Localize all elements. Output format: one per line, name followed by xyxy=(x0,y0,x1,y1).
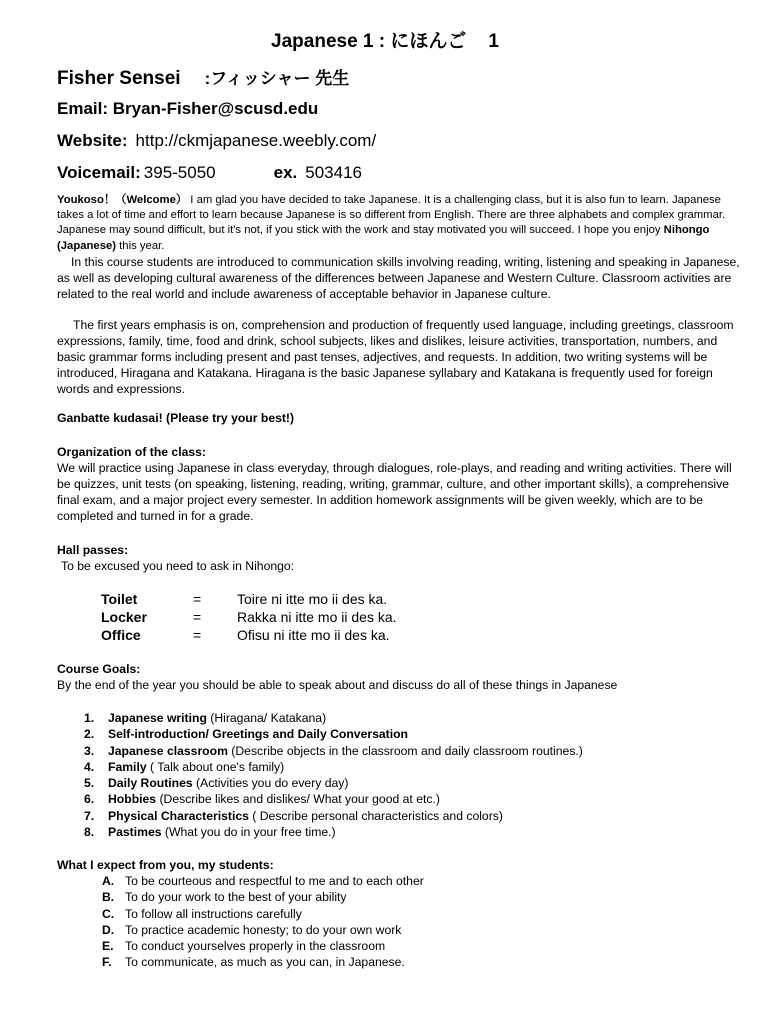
website-line xyxy=(57,131,376,151)
goal-detail: ( Talk about one's family) xyxy=(146,759,285,774)
expectation-item xyxy=(102,889,424,905)
goal-item xyxy=(84,824,583,840)
intro-paragraph-2: In this course students are introduced to communication skills involving reading, writing, listening and speaking in Japanese, as well as developing cultural awareness of the differences between Japanese and Western Culture. Classroom activities are related to the real world and include awareness of acceptable behavior in Japanese culture. xyxy=(57,255,740,301)
expectation-text: To be courteous and respectful to me and to each other xyxy=(125,874,424,888)
ganbatte-heading: Ganbatte kudasai! (Please try your best!) xyxy=(57,411,295,425)
goal-detail: (Hiragana/ Katakana) xyxy=(206,711,327,725)
goal-item xyxy=(84,710,583,726)
expectation-letter: C. xyxy=(102,906,115,921)
hall-pass-equals: = xyxy=(193,627,202,643)
goal-number: 7. xyxy=(84,808,95,823)
voicemail-number: 395-5050 xyxy=(143,163,216,182)
expectation-letter: D. xyxy=(102,922,115,937)
goal-title: Self-introduction/ Greetings and Daily Conversation xyxy=(108,727,408,742)
goal-number: 8. xyxy=(84,825,95,840)
goal-item xyxy=(84,808,583,824)
organization-heading: Organization of the class: xyxy=(57,445,206,459)
hall-passes-body: To be excused you need to ask in Nihongo: xyxy=(61,559,295,573)
hall-pass-phrase: Rakka ni itte mo ii des ka. xyxy=(237,609,397,625)
expectation-text: To communicate, as much as you can, in Japanese. xyxy=(125,955,405,970)
goal-number: 5. xyxy=(84,776,95,791)
expectation-item xyxy=(102,906,424,922)
expectations-list xyxy=(102,873,424,971)
hall-pass-key: Locker xyxy=(101,609,147,625)
goal-title: Family xyxy=(108,759,147,774)
expectation-letter: F. xyxy=(102,955,112,970)
goal-number: 6. xyxy=(84,792,95,807)
expectation-text: To do your work to the best of your ability xyxy=(125,890,347,905)
goal-item xyxy=(84,791,583,807)
hall-pass-key: Toilet xyxy=(101,591,138,607)
intro-1-end: this year. xyxy=(116,239,165,252)
teacher-name xyxy=(57,64,349,90)
website-label: Website: xyxy=(57,131,128,150)
goal-item xyxy=(84,726,583,742)
goal-number: 1. xyxy=(84,711,95,725)
youkoso-text: Youkoso！ xyxy=(57,194,116,206)
goal-title: Physical Characteristics xyxy=(108,808,249,823)
goal-item xyxy=(84,743,583,759)
goal-number: 4. xyxy=(84,759,95,774)
title-text: Japanese 1 : にほんご xyxy=(271,31,467,52)
goal-detail: ( Describe personal characteristics and colors) xyxy=(248,808,503,823)
extension-label: ex. xyxy=(273,163,298,182)
expectation-text: To practice academic honesty; to do your own work xyxy=(125,922,402,937)
expectation-text: To follow all instructions carefully xyxy=(125,906,302,921)
goal-number: 3. xyxy=(84,743,95,758)
intro-1-text: I am glad you have decided to take Japanese. It is a challenging class, but it is also fun to learn. Japanese takes a lot of time and effort to learn because Japanese is so different from English. There are three alphabets and complex grammar. Japanese may sound difficult, but it's not, if you stick with the work and stay motivated you will succeed. I hope you enjoy xyxy=(57,194,726,237)
email-line: Email: Bryan-Fisher@scusd.edu xyxy=(57,99,319,118)
website-link[interactable]: http://ckmjapanese.weebly.com/ xyxy=(135,131,377,150)
hall-pass-equals: = xyxy=(193,591,202,607)
voicemail-line xyxy=(57,163,362,183)
course-goals-list xyxy=(84,710,583,840)
hall-pass-key: Office xyxy=(101,627,141,643)
hall-pass-equals: = xyxy=(193,609,202,625)
expectation-letter: E. xyxy=(102,939,114,954)
expectation-letter: A. xyxy=(102,874,115,888)
organization-body: We will practice using Japanese in class everyday, through dialogues, role-plays, and reading and writing activities. There will be quizzes, unit tests (on speaking, listening, reading, writing, grammar, culture, and other important skills), a comprehensive final exam, and a major project every semester. In addition homework assignments will be given weekly, which are to be completed and turned in for a grade. xyxy=(57,461,732,523)
nihongo-text: Nihongo (Japanese) xyxy=(57,224,710,252)
expectations-heading: What I expect from you, my students: xyxy=(57,858,274,872)
goal-detail: (Describe likes and dislikes/ What your good at etc.) xyxy=(156,792,440,807)
course-goals-heading: Course Goals: xyxy=(57,662,141,676)
goal-item xyxy=(84,775,583,791)
expectation-item xyxy=(102,938,424,954)
welcome-text: （Welcome） xyxy=(115,194,188,206)
goal-detail: (Activities you do every day) xyxy=(192,776,349,791)
teacher-name-english: Fisher Sensei xyxy=(57,68,181,89)
goal-title: Daily Routines xyxy=(108,776,193,791)
hall-pass-phrase: Ofisu ni itte mo ii des ka. xyxy=(237,627,390,643)
expectation-item xyxy=(102,954,424,970)
title-number: 1 xyxy=(488,31,499,52)
expectation-letter: B. xyxy=(102,890,115,905)
course-goals-body: By the end of the year you should be able to speak about and discuss do all of these things in Japanese xyxy=(57,678,618,692)
expectation-item xyxy=(102,873,424,889)
goal-title: Hobbies xyxy=(108,792,157,807)
hall-passes-heading: Hall passes: xyxy=(57,543,129,557)
intro-paragraph-1 xyxy=(57,193,747,254)
intro-paragraph-3: The first years emphasis is on, comprehension and production of frequently used language, including greetings, classroom expressions, family, time, food and drink, school subjects, likes and dislikes, leisure activities, transportation, numbers, and basic grammar forms including present and past tenses, adjectives, and requests. In addition, two writing systems will be introduced, Hiragana and Katakana. Hiragana is the basic Japanese syllabary and Katakana is frequently used for foreign words and expressions. xyxy=(57,318,734,396)
voicemail-label: Voicemail: xyxy=(57,163,141,182)
goal-number: 2. xyxy=(84,727,95,742)
expectation-item xyxy=(102,922,424,938)
teacher-name-japanese: :フィッシャー 先生 xyxy=(204,69,350,88)
goal-detail: (Describe objects in the classroom and daily classroom routines.) xyxy=(227,743,583,758)
goal-detail: (What you do in your free time.) xyxy=(161,825,336,840)
goal-title: Japanese writing xyxy=(108,711,207,725)
goal-title: Japanese classroom xyxy=(108,743,228,758)
goal-item xyxy=(84,759,583,775)
extension-number: 503416 xyxy=(305,163,362,182)
expectation-text: To conduct yourselves properly in the classroom xyxy=(125,939,386,954)
goal-title: Pastimes xyxy=(108,825,162,840)
page-title xyxy=(0,26,770,53)
hall-pass-phrase: Toire ni itte mo ii des ka. xyxy=(237,591,388,607)
